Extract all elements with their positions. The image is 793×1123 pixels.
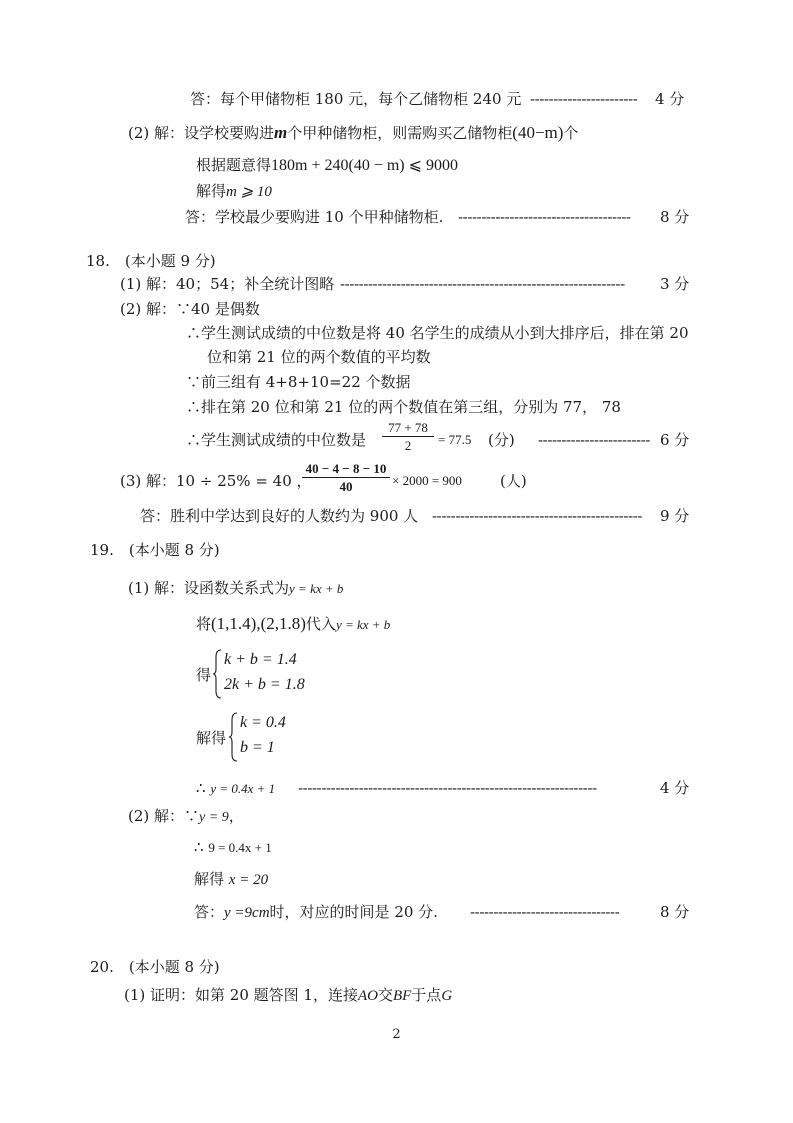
score-label: 6 分 — [660, 431, 690, 449]
q19-function-result: ∴ y = 0.4x + 1 — [196, 779, 276, 797]
question-20-header: 20. (本小题 8 分) — [90, 958, 220, 976]
brace-icon — [228, 712, 238, 762]
brace-icon — [212, 649, 222, 699]
q17-part2-setup: (2) 解：设学校要购进m个甲种储物柜，则需购买乙储物柜(40−m)个 — [128, 123, 579, 142]
score-label: 3 分 — [660, 275, 690, 293]
equation-1b: 2k + b = 1.8 — [224, 676, 305, 693]
page-number: 2 — [392, 1027, 401, 1042]
dash-leader: ------------------------------------- — [458, 208, 631, 226]
q18-line3: ∴学生测试成绩的中位数是将 40 名学生的成绩从小到大排序后，排在第 20 — [186, 324, 689, 342]
equation-2b: b = 1 — [240, 739, 275, 756]
count-result: × 2000 = 900 — [392, 473, 462, 488]
dash-leader: --------------------------------------------- — [432, 507, 643, 525]
q19-system-label: 得 — [196, 666, 212, 684]
dash-leader: ------------------------------------------------------------- — [340, 275, 625, 293]
q19-substitute: 将(1,1.4),(2,1.8)代入y = kx + b — [196, 614, 391, 633]
score-label: 4 分 — [655, 90, 685, 108]
dash-leader: -------------------------------- — [470, 903, 620, 921]
q19-part1: (1) 解：设函数关系式为y = kx + b — [128, 579, 344, 597]
q17-solution: 解得m ⩾ 10 — [196, 182, 272, 200]
dash-leader: ---------------------------------------------------------------- — [298, 779, 597, 797]
q17-inequality: 根据题意得180m + 240(40 − m) ⩽ 9000 — [196, 156, 459, 174]
equation-2a: k = 0.4 — [240, 714, 286, 731]
dash-leader: ----------------------- — [530, 90, 638, 108]
q18-part1: (1) 解：40；54；补全统计图略 — [120, 275, 335, 293]
q19-equation: ∴ 9 = 0.4x + 1 — [194, 838, 272, 856]
question-19-header: 19. (本小题 8 分) — [90, 541, 220, 559]
median-unit: (分) — [488, 431, 515, 449]
q19-part2: (2) 解：∵y = 9， — [128, 807, 244, 825]
answer-line-1: 答：每个甲储物柜 180 元，每个乙储物柜 240 元 — [190, 90, 522, 108]
answer-line-2: 答：学校最少要购进 10 个甲种储物柜. — [185, 208, 444, 226]
answer-line-3: 答：胜利中学达到良好的人数约为 900 人 — [140, 507, 419, 525]
q18-median-label: ∴学生测试成绩的中位数是 — [186, 431, 367, 449]
median-result: = 77.5 — [438, 432, 472, 447]
answer-line-4: 答：y =9cm时，对应的时间是 20 分. — [194, 903, 438, 921]
score-label: 4 分 — [660, 779, 690, 797]
q18-part3: (3) 解：10 ÷ 25% = 40 ， — [120, 472, 312, 490]
q18-line4: 位和第 21 位的两个数值的平均数 — [207, 348, 431, 366]
dash-leader: ------------------------ — [538, 431, 651, 449]
score-label: 9 分 — [660, 507, 690, 525]
score-label: 8 分 — [660, 903, 690, 921]
q19-solved-label: 解得 — [196, 729, 227, 747]
q18-line6: ∴排在第 20 位和第 21 位的两个数值在第三组，分别为 77， 78 — [186, 398, 621, 416]
question-18-header: 18. (本小题 9 分) — [86, 252, 216, 270]
q18-line5: ∵前三组有 4+8+10=22 个数据 — [186, 373, 411, 391]
median-fraction: 77 + 78 2 — [382, 420, 434, 453]
q18-part2: (2) 解：∵40 是偶数 — [120, 300, 260, 318]
equation-1a: k + b = 1.4 — [224, 651, 297, 668]
score-label: 8 分 — [660, 208, 690, 226]
q19-solve-x: 解得 x = 20 — [194, 870, 269, 888]
equation-system-2 — [228, 711, 328, 763]
count-fraction: 40 − 4 − 8 − 10 40 — [302, 461, 390, 494]
q20-part1: (1) 证明：如第 20 题答图 1，连接AO交BF于点G — [124, 986, 453, 1004]
count-unit: (人) — [500, 472, 527, 490]
equation-system-1 — [212, 648, 332, 700]
